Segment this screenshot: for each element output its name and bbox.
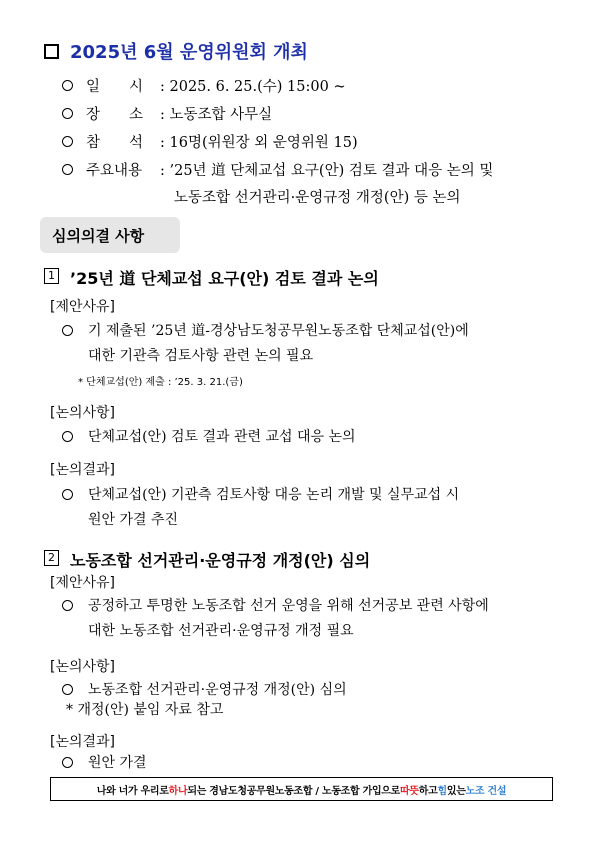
proposal-heading: [제안사유] <box>50 575 116 591</box>
review-heading: 심의의결 사항 <box>52 227 145 245</box>
info-value-place: : 노동조합 사무실 <box>160 107 273 123</box>
slogan-highlight: 노조 건설 <box>465 785 507 797</box>
proposal-heading: [제안사유] <box>50 299 116 315</box>
section-title: 노동조합 선거관리·운영규정 개정(안) 심의 <box>70 551 371 570</box>
result-text: 원안 가결 <box>88 755 147 771</box>
info-label-attendees: 참 석 <box>86 135 144 151</box>
slogan-highlight: 힘 <box>437 785 447 797</box>
slogan-highlight: 하나 <box>168 785 188 797</box>
section-number-box: 1 <box>44 268 59 284</box>
slogan-part: 되는 경남도청공무원노동조합 / 노동조합 가입으로 <box>187 785 401 797</box>
info-value-agenda-line2: 노동조합 선거관리·운영규정 개정(안) 등 논의 <box>174 190 461 206</box>
discussion-note: * 개정(안) 붙임 자료 참고 <box>66 702 224 718</box>
bullet-circle-icon <box>62 684 73 695</box>
proposal-note: * 단체교섭(안) 제출 : ’25. 3. 21.(금) <box>78 377 243 388</box>
slogan-part: 하고 <box>418 785 438 797</box>
discussion-heading: [논의사항] <box>50 405 116 421</box>
discussion-heading: [논의사항] <box>50 659 116 675</box>
bullet-circle-icon <box>62 757 73 768</box>
result-text-line2: 원안 가결 추진 <box>88 512 179 528</box>
discussion-text: 단체교섭(안) 검토 결과 관련 교섭 대응 논의 <box>88 429 356 445</box>
bullet-circle-icon <box>62 600 73 611</box>
slogan-part: 있는 <box>446 785 466 797</box>
bullet-circle-icon <box>62 325 73 336</box>
result-text: 단체교섭(안) 기관측 검토사항 대응 논리 개발 및 실무교섭 시 <box>88 487 460 503</box>
info-value-attendees: : 16명(위원장 외 운영위원 15) <box>160 135 358 151</box>
bullet-circle-icon <box>62 489 73 500</box>
title-checkbox-icon <box>44 44 59 59</box>
info-label-place: 장 소 <box>86 107 144 123</box>
proposal-text-line2: 대한 기관측 검토사항 관련 논의 필요 <box>88 348 314 364</box>
page-title: 2025년 6월 운영위원회 개최 <box>70 42 308 63</box>
result-heading: [논의결과] <box>50 734 116 750</box>
slogan-highlight: 따뜻 <box>400 785 419 797</box>
proposal-text-line2: 대한 노동조합 선거관리·운영규정 개정 필요 <box>88 623 354 639</box>
bullet-circle-icon <box>62 108 73 119</box>
footer-slogan <box>50 777 553 801</box>
bullet-circle-icon <box>62 431 73 442</box>
info-value-agenda: : ’25년 道 단체교섭 요구(안) 검토 결과 대응 논의 및 <box>160 163 494 179</box>
section-number-box: 2 <box>44 550 59 566</box>
slogan-part: 나와 너가 우리로 <box>96 785 169 797</box>
info-label-datetime: 일 시 <box>86 79 144 95</box>
section-title: ’25년 道 단체교섭 요구(안) 검토 결과 논의 <box>70 269 379 288</box>
proposal-text: 공정하고 투명한 노동조합 선거 운영을 위해 선거공보 관련 사항에 <box>88 598 489 614</box>
info-label-agenda: 주요내용 <box>86 163 143 179</box>
info-value-datetime: : 2025. 6. 25.(수) 15:00 ~ <box>160 79 346 95</box>
proposal-text: 기 제출된 ’25년 道-경상남도청공무원노동조합 단체교섭(안)에 <box>88 323 469 339</box>
bullet-circle-icon <box>62 136 73 147</box>
bullet-circle-icon <box>62 80 73 91</box>
discussion-text: 노동조합 선거관리·운영규정 개정(안) 심의 <box>88 682 347 698</box>
result-heading: [논의결과] <box>50 462 116 478</box>
bullet-circle-icon <box>62 164 73 175</box>
